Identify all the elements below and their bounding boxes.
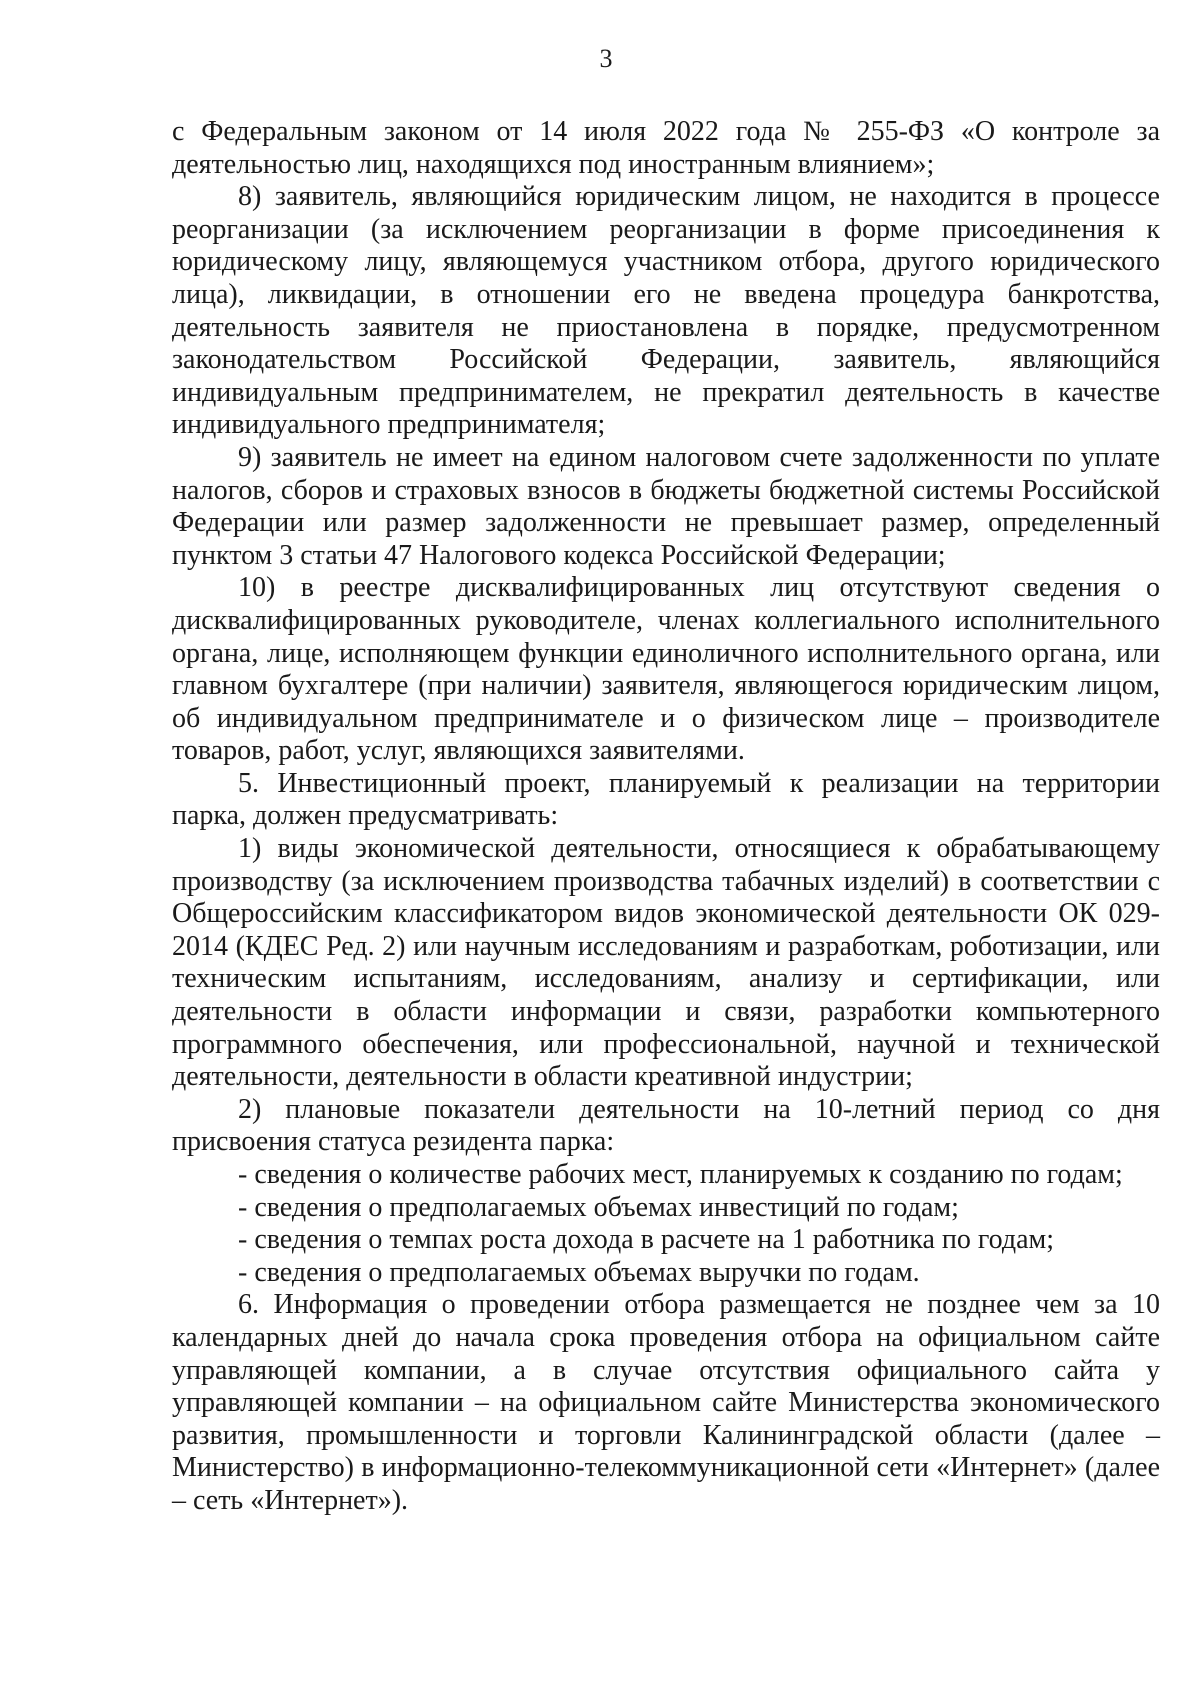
list-item-jobs: - сведения о количестве рабочих мест, планируемых к созданию по годам;: [238, 1159, 1123, 1190]
list-item-investments: - сведения о предполагаемых объемах инвестиций по годам;: [238, 1191, 959, 1223]
paragraph-item-10: 10) в реестре дисквалифицированных лиц отсутствуют сведения о дисквалифицированных руководителе, членах коллегиального исполнительного органа, лице, исполняющем функции единоличного исполнительного органа, или главном бухгалтере (при наличии) заявителя, являющегося юридическим лицом, об индивидуальном предпринимателе и о физическом лице – производителе товаров, работ, услуг, являющихся заявителями.: [172, 572, 1160, 767]
paragraph-item-8: 8) заявитель, являющийся юридическим лицом, не находится в процессе реорганизации (за исключением реорганизации в форме присоединения к юридическому лицу, являющемуся участником отбора, другого юридического лица), ликвидации, в отношении его не введена процедура банкротства, деятельность заявителя не приостановлена в порядке, предусмотренном законодательством Российской Федерации, заявитель, являющийся индивидуальным предпринимателем, не прекратил деятельность в качестве индивидуального предпринимателя;: [172, 181, 1160, 441]
document-body: [172, 116, 1160, 1518]
page-number: 3: [599, 44, 613, 73]
paragraph-continuation-255fz: с Федеральным законом от 14 июля 2022 года № 255-ФЗ «О контроле за деятельностью лиц, находящихся под иностранным влиянием»;: [172, 116, 1160, 180]
paragraph-item-9: 9) заявитель не имеет на едином налоговом счете задолженности по уплате налогов, сборов и страховых взносов в бюджеты бюджетной системы Российской Федерации или размер задолженности не превышает размер, определенный пунктом 3 статьи 47 Налогового кодекса Российской Федерации;: [172, 441, 1160, 571]
paragraph-section-6: 6. Информация о проведении отбора размещается не позднее чем за 10 календарных дней до начала срока проведения отбора на официальном сайте управляющей компании, а в случае отсутствия официального сайта у управляющей компании – на официальном сайте Министерства экономического развития, промышленности и торговли Калининградской области (далее – Министерство) в информационно-телекоммуникационной сети «Интернет» (далее – сеть «Интернет»).: [172, 1289, 1160, 1516]
paragraph-section-5: 5. Инвестиционный проект, планируемый к реализации на территории парка, должен предусматривать:: [172, 767, 1160, 832]
paragraph-section-5-item-1: 1) виды экономической деятельности, относящиеся к обрабатывающему производству (за исключением производства табачных изделий) в соответствии с Общероссийским классификатором видов экономической деятельности ОК 029-2014 (КДЕС Ред. 2) или научным исследованиям и разработкам, роботизации, или техническим испытаниям, исследованиям, анализу и сертификации, или деятельности в области информации и связи, разработки компьютерного программного обеспечения, или профессиональной, научной и технической деятельности, деятельности в области креативной индустрии;: [172, 833, 1160, 1093]
paragraph-section-5-item-2: 2) плановые показатели деятельности на 10-летний период со дня присвоения статуса резидента парка:: [172, 1093, 1160, 1158]
list-item-revenue: - сведения о предполагаемых объемах выручки по годам.: [238, 1256, 920, 1288]
list-item-income-growth: - сведения о темпах роста дохода в расчете на 1 работника по годам;: [238, 1224, 1055, 1256]
